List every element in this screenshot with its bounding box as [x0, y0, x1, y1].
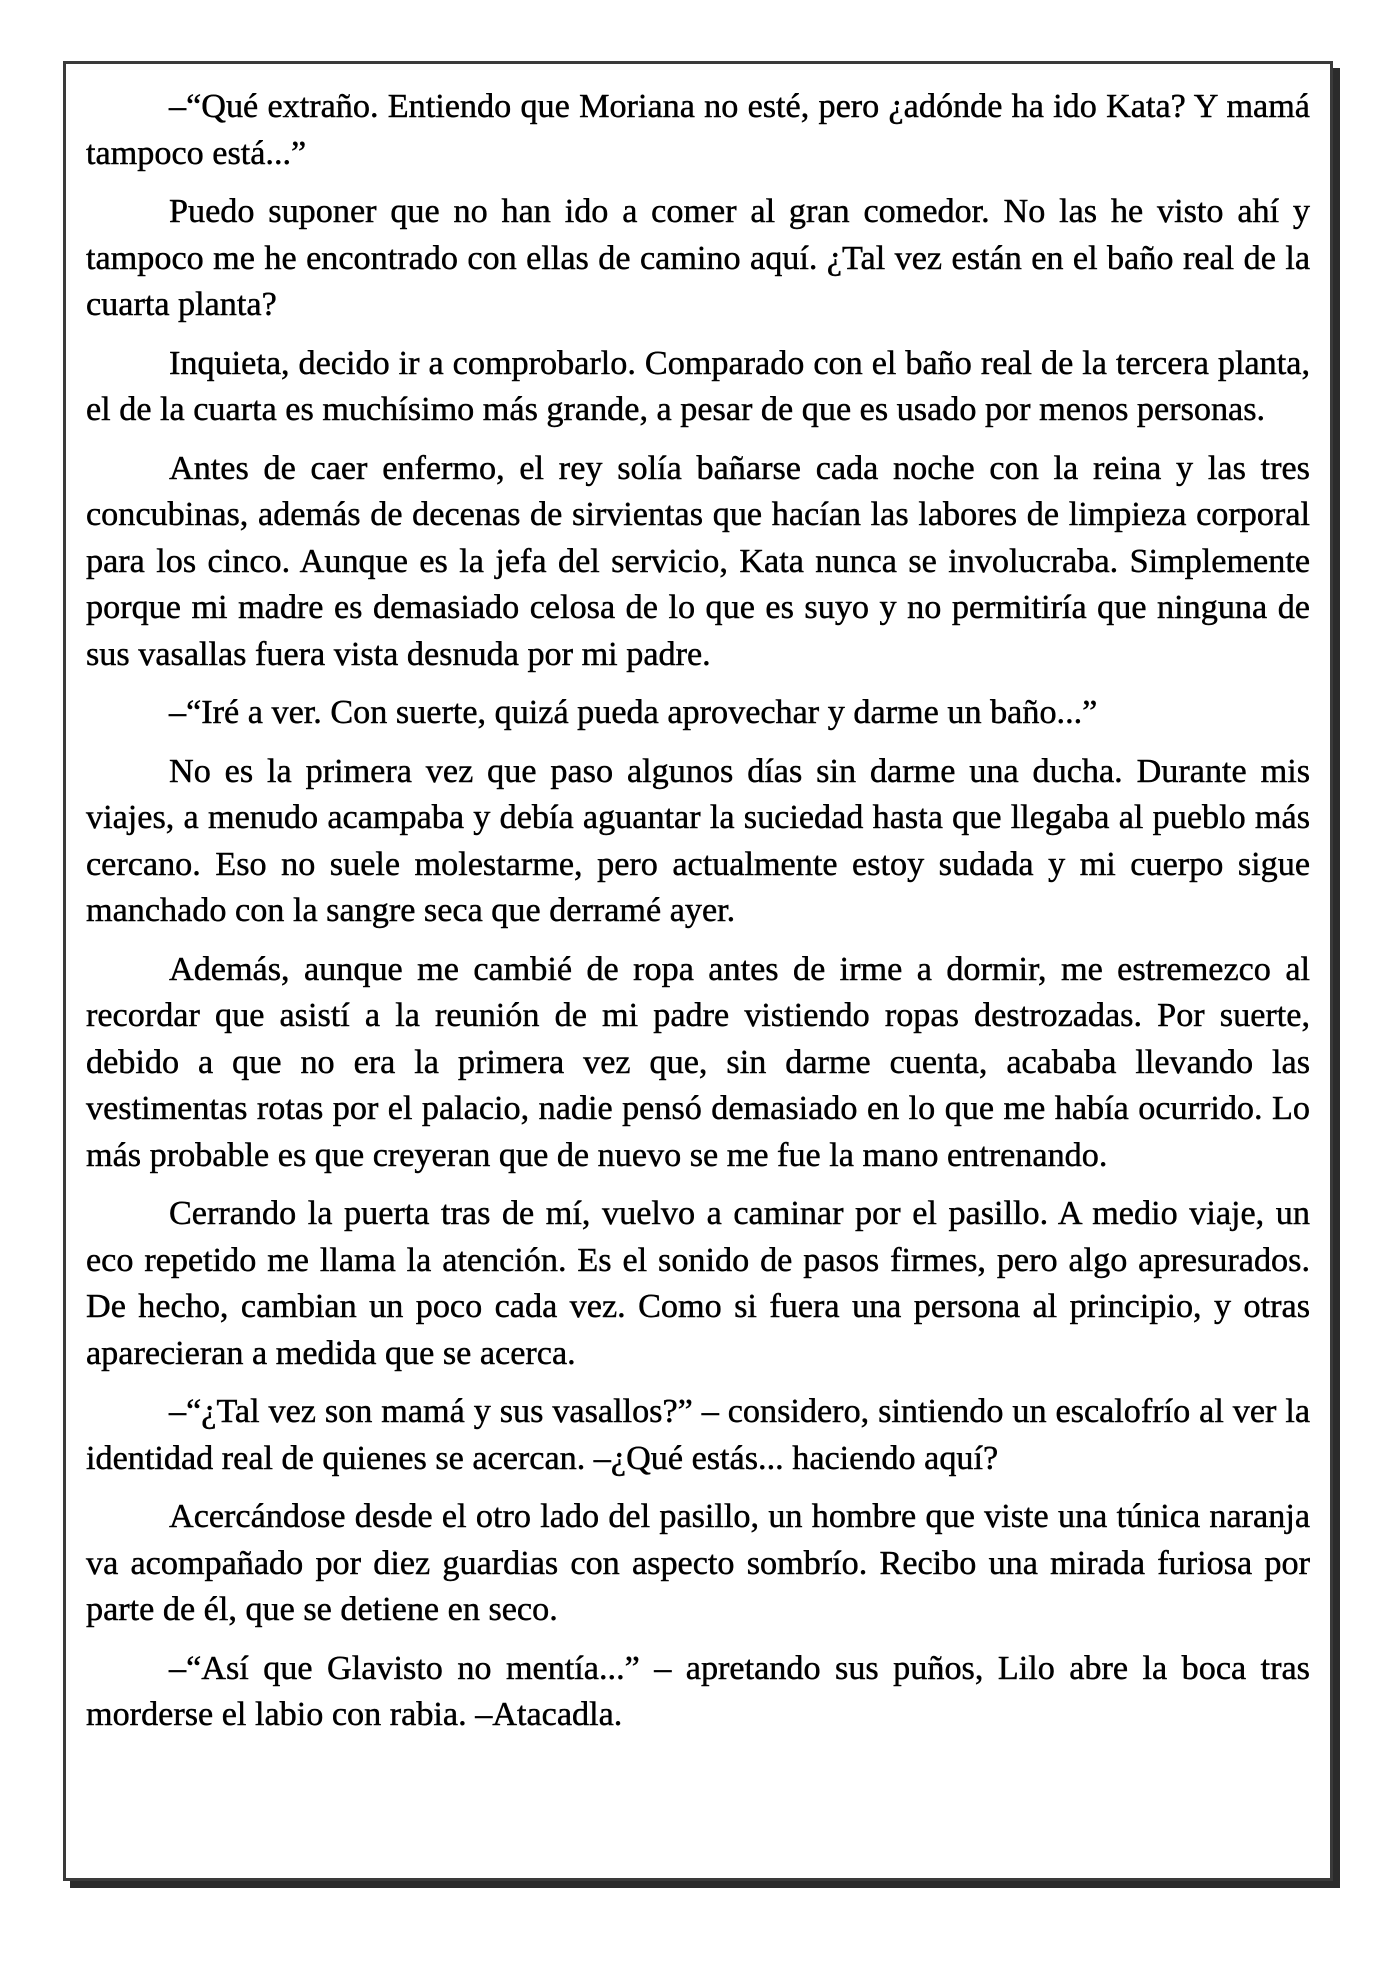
paragraph: Inquieta, decido ir a comprobarlo. Comparado con el baño real de la tercera planta, el de la cuarta es muchísimo más grande, a pesar de que es usado por menos personas.: [86, 344, 1310, 428]
paragraph: –“Así que Glavisto no mentía...” – apretando sus puños, Lilo abre la boca tras morderse el labio con rabia. –Atacadla.: [86, 1649, 1310, 1733]
paragraph: –“Qué extraño. Entiendo que Moriana no esté, pero ¿adónde ha ido Kata? Y mamá tampoco está...”: [86, 88, 1310, 172]
document-body: [86, 84, 1310, 1751]
paragraph: –“¿Tal vez son mamá y sus vasallos?” – considero, sintiendo un escalofrío al ver la identidad real de quienes se acercan. –¿Qué estás... haciendo aquí?: [86, 1393, 1310, 1477]
paragraph: Acercándose desde el otro lado del pasillo, un hombre que viste una túnica naranja va acompañado por diez guardias con aspecto sombrío. Recibo una mirada furiosa por parte de él, que se detiene en seco.: [86, 1498, 1310, 1628]
paragraph: Antes de caer enfermo, el rey solía bañarse cada noche con la reina y las tres concubinas, además de decenas de sirvientas que hacían las labores de limpieza corporal para los cinco. Aunque es la jefa del servicio, Kata nunca se involucraba. Simplemente porque mi madre es demasiado celosa de lo que es suyo y no permitiría que ninguna de sus vasallas fuera vista desnuda por mi padre.: [86, 449, 1310, 673]
paragraph: No es la primera vez que paso algunos días sin darme una ducha. Durante mis viajes, a menudo acampaba y debía aguantar la suciedad hasta que llegaba al pueblo más cercano. Eso no suele molestarme, pero actualmente estoy sudada y mi cuerpo sigue manchado con la sangre seca que derramé ayer.: [86, 752, 1310, 929]
paragraph: –“Iré a ver. Con suerte, quizá pueda aprovechar y darme un baño...”: [169, 694, 1098, 731]
paragraph: Además, aunque me cambié de ropa antes de irme a dormir, me estremezco al recordar que asistí a la reunión de mi padre vistiendo ropas destrozadas. Por suerte, debido a que no era la primera vez que, sin darme cuenta, acababa llevando las vestimentas rotas por el palacio, nadie pensó demasiado en lo que me había ocurrido. Lo más probable es que creyeran que de nuevo se me fue la mano entrenando.: [86, 950, 1310, 1174]
paragraph: Cerrando la puerta tras de mí, vuelvo a caminar por el pasillo. A medio viaje, un eco repetido me llama la atención. Es el sonido de pasos firmes, pero algo apresurados. De hecho, cambian un poco cada vez. Como si fuera una persona al principio, y otras aparecieran a medida que se acerca.: [86, 1195, 1310, 1372]
page-frame: [63, 61, 1333, 1881]
paragraph: Puedo suponer que no han ido a comer al gran comedor. No las he visto ahí y tampoco me he encontrado con ellas de camino aquí. ¿Tal vez están en el baño real de la cuarta planta?: [86, 193, 1310, 323]
